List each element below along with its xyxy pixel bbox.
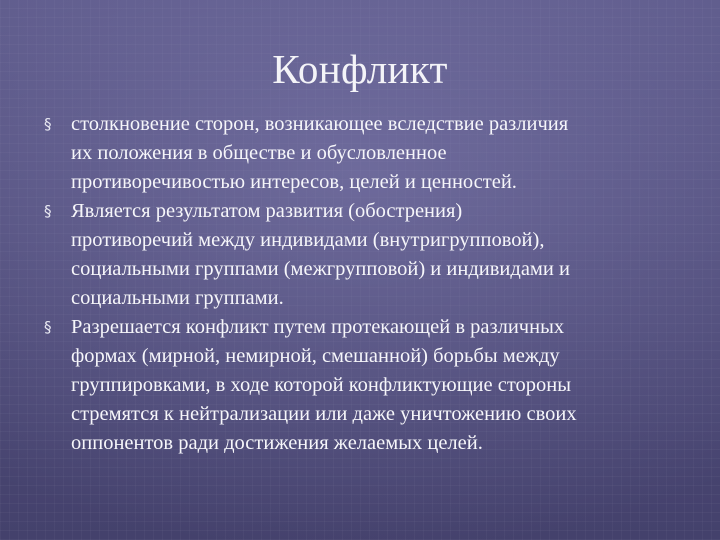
bullet-line: противоречий между индивидами (внутригрупповой), (71, 229, 545, 251)
bullet-item (44, 197, 684, 313)
bullet-line: социальными группами. (71, 287, 284, 309)
bullet-item (44, 110, 684, 197)
bullet-line: стремятся к нейтрализации или даже уничтожению своих (71, 403, 577, 425)
slide-title: Конфликт (272, 46, 448, 92)
bullet-line: Является результатом развития (обострения) (71, 200, 463, 222)
bullet-list (44, 110, 684, 458)
bullet-line: Разрешается конфликт путем протекающей в различных (71, 316, 565, 338)
section-sign-bullet-icon: § (44, 318, 52, 336)
bullet-line: формах (мирной, немирной, смешанной) борьбы между (71, 345, 560, 367)
section-sign-bullet-icon: § (44, 202, 52, 220)
bullet-line: столкновение сторон, возникающее вследствие различия (71, 113, 569, 135)
bullet-line: оппонентов ради достижения желаемых целей. (71, 432, 483, 454)
bullet-line: социальными группами (межгрупповой) и индивидами и (71, 258, 570, 280)
bullet-line: группировками, в ходе которой конфликтующие стороны (71, 374, 572, 396)
bullet-item (44, 313, 684, 458)
section-sign-bullet-icon: § (44, 115, 52, 133)
bullet-line: противоречивостью интересов, целей и ценностей. (71, 171, 517, 193)
bullet-line: их положения в обществе и обусловленное (71, 142, 447, 164)
